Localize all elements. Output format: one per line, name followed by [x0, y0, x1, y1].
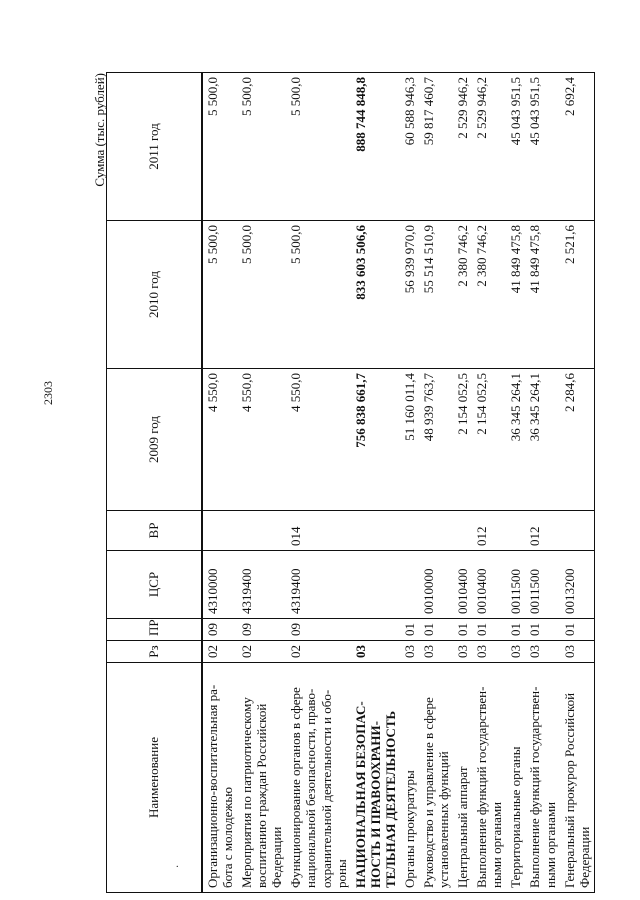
- row-vr: [202, 511, 237, 551]
- row-pr: 01: [400, 619, 419, 641]
- row-csr: 0010400: [472, 551, 506, 619]
- row-amount-2010: 833 603 506,6: [351, 221, 400, 369]
- column-header-2009: 2009 год: [107, 369, 203, 511]
- column-header-rz: Рз: [107, 641, 203, 663]
- row-vr: [506, 511, 525, 551]
- row-amount-2010: 41 849 475,8: [525, 221, 559, 369]
- row-amount-2009: 2 154 052,5: [453, 369, 472, 511]
- row-csr: 0010000: [419, 551, 453, 619]
- table-row: [506, 73, 525, 893]
- table-row: [237, 73, 286, 893]
- row-csr: [351, 551, 400, 619]
- row-vr: [237, 511, 286, 551]
- row-amount-2010: 5 500,0: [202, 221, 237, 369]
- row-vr: 012: [472, 511, 506, 551]
- row-amount-2011: 5 500,0: [286, 73, 350, 221]
- row-amount-2011: 59 817 460,7: [419, 73, 453, 221]
- row-amount-2009: 36 345 264,1: [525, 369, 559, 511]
- row-vr: [453, 511, 472, 551]
- row-amount-2011: 2 692,4: [560, 73, 595, 221]
- row-amount-2009: 51 160 011,4: [400, 369, 419, 511]
- row-pr: 01: [453, 619, 472, 641]
- row-pr: 01: [525, 619, 559, 641]
- page-number: 2303: [41, 381, 55, 405]
- row-amount-2010: 2 380 746,2: [472, 221, 506, 369]
- row-vr: [560, 511, 595, 551]
- row-pr: 01: [472, 619, 506, 641]
- row-rz: 03: [419, 641, 453, 663]
- row-amount-2011: 2 529 946,2: [453, 73, 472, 221]
- row-amount-2011: 888 744 848,8: [351, 73, 400, 221]
- table-row: [560, 73, 595, 893]
- row-name: Организационно-воспитательная ра-бота с молодежью: [202, 663, 237, 893]
- row-amount-2010: 55 514 510,9: [419, 221, 453, 369]
- row-amount-2010: 56 939 970,0: [400, 221, 419, 369]
- row-name: НАЦИОНАЛЬНАЯ БЕЗОПАС-НОСТЬ И ПРАВООХРАНИ-ТЕЛЬНАЯ ДЕЯТЕЛЬНОСТЬ: [351, 663, 400, 893]
- table-row: [400, 73, 419, 893]
- row-amount-2011: 45 043 951,5: [506, 73, 525, 221]
- row-csr: 0011500: [506, 551, 525, 619]
- column-header-name: Наименование: [107, 663, 203, 893]
- row-amount-2009: 48 939 763,7: [419, 369, 453, 511]
- units-note: Сумма (тыс. рублей): [92, 73, 107, 187]
- row-rz: 03: [400, 641, 419, 663]
- row-rz: 03: [472, 641, 506, 663]
- row-pr: 09: [202, 619, 237, 641]
- row-amount-2011: 45 043 951,5: [525, 73, 559, 221]
- column-header-2010: 2010 год: [107, 221, 203, 369]
- row-amount-2011: 2 529 946,2: [472, 73, 506, 221]
- row-rz: 02: [237, 641, 286, 663]
- row-name: Мероприятия по патриотическому воспитанию граждан Российской Федерации: [237, 663, 286, 893]
- row-name: Территориальные органы: [506, 663, 525, 893]
- rotated-page-content: [92, 73, 592, 893]
- row-csr: 4319400: [237, 551, 286, 619]
- row-amount-2011: 5 500,0: [237, 73, 286, 221]
- row-amount-2011: 60 588 946,3: [400, 73, 419, 221]
- row-rz: 03: [560, 641, 595, 663]
- row-csr: 0011500: [525, 551, 559, 619]
- row-amount-2009: 36 345 264,1: [506, 369, 525, 511]
- row-name: Функционирование органов в сфере национальной безопасности, право-охранительной деятельности и обо-роны: [286, 663, 350, 893]
- row-name: Руководство и управление в сфере установленных функций: [419, 663, 453, 893]
- row-name: Генеральный прокурор Российской Федерации: [560, 663, 595, 893]
- row-vr: 014: [286, 511, 350, 551]
- row-pr: 09: [237, 619, 286, 641]
- row-pr: 01: [419, 619, 453, 641]
- row-rz: 03: [525, 641, 559, 663]
- column-header-vr: ВР: [107, 511, 203, 551]
- row-csr: 0013200: [560, 551, 595, 619]
- row-amount-2011: 5 500,0: [202, 73, 237, 221]
- row-vr: [419, 511, 453, 551]
- table-row: [351, 73, 400, 893]
- budget-table: [106, 72, 595, 893]
- row-rz: 02: [202, 641, 237, 663]
- row-name: Центральный аппарат: [453, 663, 472, 893]
- table-row: [525, 73, 559, 893]
- row-amount-2009: 756 838 661,7: [351, 369, 400, 511]
- table-row: [472, 73, 506, 893]
- row-amount-2009: 2 154 052,5: [472, 369, 506, 511]
- row-rz: 02: [286, 641, 350, 663]
- table-body: [202, 73, 594, 893]
- row-rz: 03: [453, 641, 472, 663]
- row-pr: [351, 619, 400, 641]
- column-header-pr: ПР: [107, 619, 203, 641]
- row-vr: [351, 511, 400, 551]
- row-pr: 01: [506, 619, 525, 641]
- table-row: [419, 73, 453, 893]
- column-header-2011: 2011 год: [107, 73, 203, 221]
- row-name: Выполнение функций государствен-ными органами: [472, 663, 506, 893]
- row-amount-2009: 4 550,0: [237, 369, 286, 511]
- row-vr: [400, 511, 419, 551]
- row-amount-2009: 4 550,0: [286, 369, 350, 511]
- row-amount-2010: 41 849 475,8: [506, 221, 525, 369]
- row-amount-2010: 2 521,6: [560, 221, 595, 369]
- row-csr: 4319400: [286, 551, 350, 619]
- row-vr: 012: [525, 511, 559, 551]
- column-header-csr: ЦСР: [107, 551, 203, 619]
- table-row: [286, 73, 350, 893]
- row-amount-2010: 5 500,0: [286, 221, 350, 369]
- row-rz: 03: [506, 641, 525, 663]
- table-row: [453, 73, 472, 893]
- row-csr: [400, 551, 419, 619]
- row-name: Органы прокуратуры: [400, 663, 419, 893]
- row-amount-2010: 5 500,0: [237, 221, 286, 369]
- table-header-row: [107, 73, 203, 893]
- stray-mark: .: [176, 859, 179, 870]
- row-amount-2010: 2 380 746,2: [453, 221, 472, 369]
- row-amount-2009: 2 284,6: [560, 369, 595, 511]
- row-csr: 4310000: [202, 551, 237, 619]
- row-csr: 0010400: [453, 551, 472, 619]
- row-name: Выполнение функций государствен-ными органами: [525, 663, 559, 893]
- row-pr: 01: [560, 619, 595, 641]
- table-row: [202, 73, 237, 893]
- row-amount-2009: 4 550,0: [202, 369, 237, 511]
- row-pr: 09: [286, 619, 350, 641]
- row-rz: 03: [351, 641, 400, 663]
